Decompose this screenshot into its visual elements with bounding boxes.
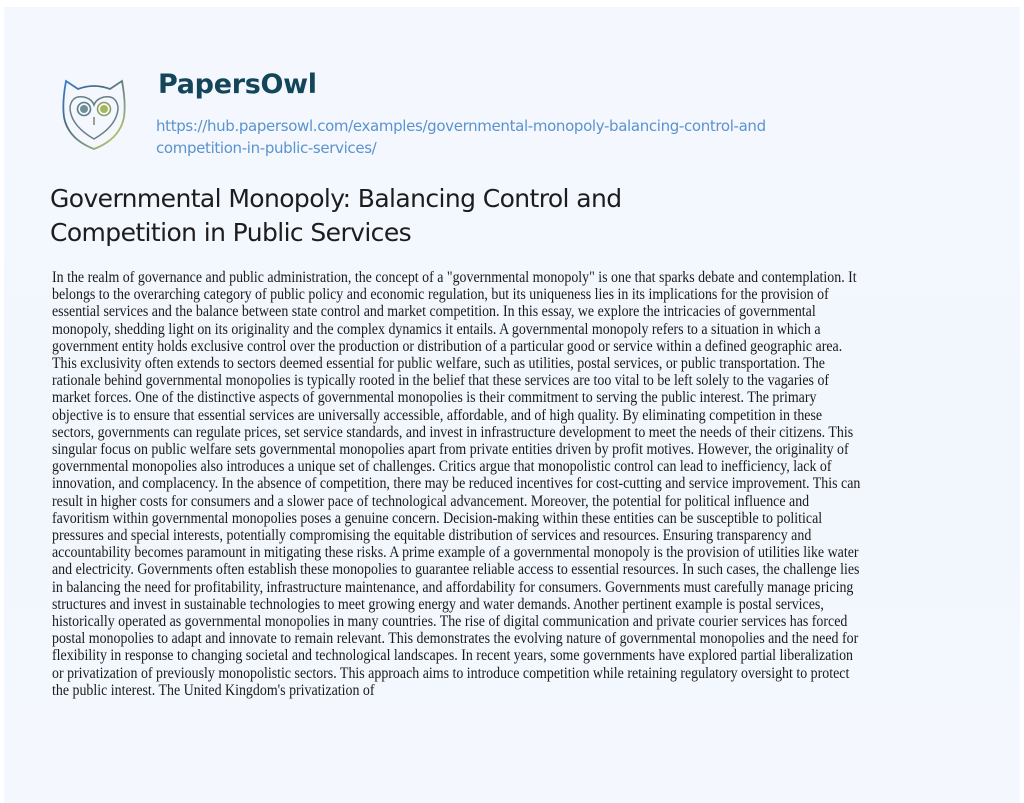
body-line: accountability becomes paramount in mitigating these risks. A prime example of a governmental monopoly is the provision of utilities like water [52,544,859,562]
body-line: This exclusivity often extends to sectors deemed essential for public welfare, such as utilities, postal services, or public transportation. The [52,355,825,373]
body-line: sectors, governments can regulate prices, set service standards, and invest in infrastructure development to meet the needs of their citizens. This [52,423,854,441]
body-line: essential services and the balance between state control and market competition. In this essay, we explore the intricacies of governmental [52,303,816,321]
body-line: structures and invest in sustainable technologies to meet growing energy and water demands. Another pertinent example is postal services, [52,595,824,613]
article-body [52,269,992,699]
body-line: rationale behind governmental monopolies is typically rooted in the belief that these services are too vital to be left solely to the vagaries of [52,372,830,390]
body-line: pressures and special interests, potentially compromising the equitable distribution of services and resources. Ensuring transparency and [52,527,812,545]
brand-name[interactable]: PapersOwl [158,69,317,100]
article-title [50,182,750,250]
body-line: governmental monopolies also introduces a unique set of challenges. Critics argue that monopolistic control can lead to inefficiency, lack of [52,458,832,476]
page-background [4,7,1020,803]
source-url-link[interactable] [156,115,896,159]
title-line-2: Competition in Public Services [50,218,412,247]
body-line: historically operated as governmental monopolies in many countries. The rise of digital communication and private courier services has forced [52,613,848,631]
body-line: in balancing the need for profitability, infrastructure maintenance, and affordability for consumers. Governments must carefully manage pricing [52,578,854,596]
body-line: In the realm of governance and public administration, the concept of a "governmental monopoly" is one that sparks debate and contemplation. It [52,269,857,286]
body-line: favoritism within governmental monopolies poses a genuine concern. Decision-making within these entities can be susceptible to political [52,509,823,527]
body-line: and electricity. Governments often establish these monopolies to guarantee reliable access to essential resources. In such cases, the challenge lies [52,561,860,579]
body-line: singular focus on public welfare sets governmental monopolies apart from private entities driven by profit motives. However, the originality of [52,441,849,459]
body-line: the public interest. The United Kingdom's privatization of [52,681,375,699]
url-line-1[interactable]: https://hub.papersowl.com/examples/governmental-monopoly-balancing-control-and [156,117,766,135]
body-line: or privatization of previously monopolistic sectors. This approach aims to introduce competition while retaining regulatory oversight to protect [52,664,850,682]
url-line-2[interactable]: competition-in-public-services/ [156,139,377,157]
body-line: government entity holds exclusive control over the production or distribution of a particular good or service within a defined geographic area. [52,337,843,355]
body-line: postal monopolies to adapt and innovate to remain relevant. This demonstrates the evolving nature of governmental monopolies and the need for [52,630,859,648]
body-line: belongs to the overarching category of public policy and economic regulation, but its uniqueness lies in its implications for the provision of [52,286,829,304]
title-line-1: Governmental Monopoly: Balancing Control and [50,184,622,213]
body-line: market forces. One of the distinctive aspects of governmental monopolies is their commitment to serving the public interest. The primary [52,389,817,407]
body-line: innovation, and complacency. In the absence of competition, there may be reduced incentives for cost-cutting and service improvement. This can [52,475,861,493]
body-line: result in higher costs for consumers and a slower pace of technological advancement. Moreover, the potential for political influence and [52,492,810,510]
body-line: objective is to ensure that essential services are universally accessible, affordable, and of high quality. By eliminating competition in these [52,406,823,424]
body-line: flexibility in response to changing societal and technological landscapes. In recent years, some governments have explored partial liberalization [52,647,854,665]
owl-logo-icon [58,73,130,153]
body-line: monopoly, shedding light on its originality and the complex dynamics it entails. A governmental monopoly refers to a situation in which a [52,320,821,338]
